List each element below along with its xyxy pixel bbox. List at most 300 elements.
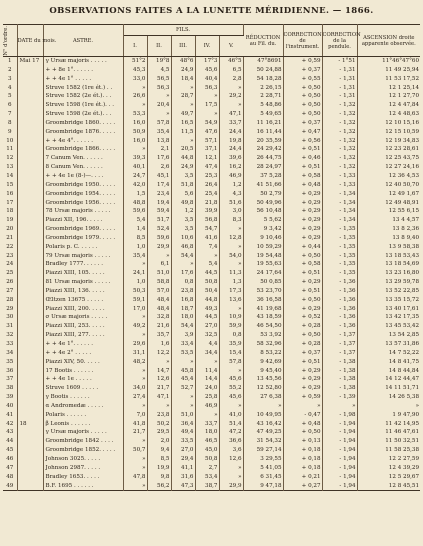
table-row [3,473,420,482]
cell-date [17,145,43,154]
cell-number: 33 [3,340,17,349]
cell-fil-2: 19,9 [147,464,171,473]
cell-date [17,482,43,491]
cell-number: 9 [3,128,17,137]
cell-star: Groombridge 1954. . . . . [43,190,123,199]
cell-ascension: 12 49 1,67 [388,190,420,197]
cell-fil-4: 4,4 [195,340,219,349]
cell-correction-pendule: » [322,402,357,411]
cell-fil-2: 50,2 [147,420,171,429]
cell-fil-3: 41,1 [171,464,195,473]
cell-date [17,172,43,181]
table-header [3,25,420,57]
cell-reduction: 9 45,40 [243,367,283,376]
cell-correction-pendule: - 1,35 [322,260,357,269]
cell-reduction: 13 45,56 [243,375,283,384]
cell-correction-instrument: + 0,28 [283,322,322,331]
cell-reduction: 10 59,29 [243,243,283,252]
cell-fil-3: 10,6 [171,234,195,243]
cell-date [17,84,43,93]
cell-correction-pendule: - 1,34 [322,199,357,208]
cell-number: 41 [3,411,17,420]
cell-reduction: 59 27,14 [243,446,283,455]
cell-date [17,464,43,473]
cell-number: 25 [3,269,17,278]
cell-fil-3: 0,8 [171,278,195,287]
cell-fil-2: 6,1 [147,260,171,269]
cell-number: 20 [3,225,17,234]
cell-fil-2: 23,8 [147,411,171,420]
cell-reduction: 5 48,86 [243,101,283,110]
cell-fil-5: » [219,402,243,411]
cell-number: 22 [3,243,17,252]
header-fils: FILS. [123,25,243,36]
cell-ascension: 12 10 15,16 [385,119,420,126]
table-row [3,75,420,84]
cell-number: 38 [3,384,17,393]
cell-correction-instrument: + 0,51 [283,358,322,367]
cell-fil-2: » [147,252,171,261]
cell-fil-2: 29,5 [147,428,171,437]
cell-fil-4: 45,6 [195,66,219,75]
cell-ascension: 14 8 44,84 [388,367,420,374]
cell-correction-instrument: + 0,48 [283,420,322,429]
cell-number: 40 [3,402,17,411]
cell-reduction: 36 16,58 [243,296,283,305]
cell-ascension: 12 49 48,91 [385,199,420,206]
cell-star: Polaris . . . . . . [43,411,123,420]
cell-fil-3: 46,8 [171,243,195,252]
cell-correction-pendule: - 1,31 [322,84,357,93]
cell-fil-4: 46,5 [195,437,219,446]
cell-ascension: 11 42 14,95 [385,420,420,427]
cell-fil-3: 54,4 [171,322,195,331]
cell-fil-2: 2,1 [147,145,171,154]
cell-ascension: 11 50 32,51 [385,438,420,445]
cell-fil-4: » [195,411,219,420]
table-row [3,260,420,269]
cell-fil-1: 24,1 [123,269,147,278]
cell-reduction: 27 6,38 [243,393,283,402]
cell-fil-5: 13,6 [219,296,243,305]
cell-reduction: 20 35,59 [243,137,283,146]
cell-fil-3: » [171,137,195,146]
cell-fil-4: 21,8 [195,199,219,208]
cell-fil-3: 44,8 [171,154,195,163]
cell-fil-5: » [219,473,243,482]
cell-fil-5: » [219,367,243,376]
cell-ascension: 14 12 44,47 [385,376,420,383]
cell-number: 24 [3,260,17,269]
cell-fil-1: 34,0 [123,384,147,393]
cell-fil-1: 50,3 [123,287,147,296]
cell-star: Polaris p. C. . . . . . [43,243,123,252]
cell-correction-instrument: + 0,52 [283,313,322,322]
cell-date [17,367,43,376]
table-row [3,464,420,473]
table-row [3,172,420,181]
cell-fil-3: 36,4 [171,420,195,429]
cell-fil-5: 47,2 [219,428,243,437]
cell-star: σ Ursæ majoris . . . . . [43,313,123,322]
cell-star: α Andromedæ . . . . . [43,402,123,411]
cell-star: Groombridge 1842 . . . . [43,437,123,446]
cell-fil-2: 56,5 [147,75,171,84]
cell-fil-5: 29,2 [219,92,243,101]
cell-reduction: » [243,402,283,411]
cell-ascension: 12 55 6,15 [388,208,420,215]
cell-fil-5: 36,6 [219,437,243,446]
cell-number: 32 [3,331,17,340]
cell-fil-2: 51,7 [147,216,171,225]
cell-fil-1: 50,9 [123,128,147,137]
cell-date [17,190,43,199]
cell-fil-3: 31,6 [171,473,195,482]
cell-ascension: 12 4 48,63 [388,111,420,118]
table-row [3,313,420,322]
cell-ascension: 11 53 17,52 [385,75,420,82]
cell-ascension: 11°46°47°60 [382,58,420,64]
cell-fil-4: 40,4 [195,75,219,84]
cell-fil-3: 53,5 [171,349,195,358]
cell-correction-pendule: - 1,94 [322,428,357,437]
header-correction-instrument: CORRECTION de l'instrument. [283,25,322,57]
cell-fil-2: 47,1 [147,393,171,402]
cell-star: Groombridge 1876. . . . . [43,128,123,137]
cell-number: 26 [3,278,17,287]
cell-fil-3: 3,5 [171,225,195,234]
table-row [3,358,420,367]
cell-reduction: 28 24,97 [243,163,283,172]
cell-fil-3: 3,5 [171,172,195,181]
cell-number: 13 [3,163,17,172]
cell-star: B.F. 1695 . . . . . . [43,482,123,491]
cell-fil-5: 2,8 [219,75,243,84]
cell-star: Groombridge 1866. . . . . [43,145,123,154]
cell-correction-pendule: - 1,94 [322,437,357,446]
cell-number: 7 [3,110,17,119]
table-row [3,331,420,340]
cell-correction-instrument: » [283,402,322,411]
cell-reduction: 9 42,69 [243,358,283,367]
cell-ascension: 12 1 25,14 [388,84,420,91]
cell-correction-pendule: - 1,31 [322,75,357,84]
cell-correction-instrument: + 0,50 [283,84,322,93]
cell-fil-3: 24,9 [171,163,195,172]
cell-correction-instrument: + 0,29 [283,216,322,225]
cell-ascension: 11 46 47,61 [385,429,420,436]
cell-star: + + 4e 2° . . . . . [43,349,123,358]
cell-fil-1: 51°2 [123,57,147,66]
cell-fil-1: 35,4 [123,252,147,261]
cell-fil-5: » [219,464,243,473]
cell-fil-4: 34,4 [195,349,219,358]
cell-fil-1: 40,1 [123,163,147,172]
cell-date [17,358,43,367]
cell-ascension: 13 54 2,85 [388,332,420,339]
cell-fil-5: 57,8 [219,358,243,367]
cell-fil-5: 8,3 [219,216,243,225]
cell-fil-2: 32,8 [147,313,171,322]
cell-fil-3: 18,4 [171,75,195,84]
cell-fil-3: 29,4 [171,455,195,464]
cell-date [17,375,43,384]
cell-ascension: 12 5 29,67 [388,473,420,480]
cell-correction-instrument: + 0,18 [283,464,322,473]
cell-correction-pendule: - 1,37 [322,340,357,349]
cell-reduction: 58 32,96 [243,340,283,349]
cell-number: 16 [3,190,17,199]
cell-ascension: 14 8 41,75 [388,358,420,365]
cell-correction-instrument: + 0,50 [283,331,322,340]
cell-correction-pendule: - 1,94 [322,464,357,473]
cell-correction-instrument: + 0,50 [283,252,322,261]
cell-number: 8 [3,119,17,128]
cell-date: Mai 17 [17,57,43,66]
cell-correction-instrument: + 0,46 [283,154,322,163]
cell-fil-2: 51,0 [147,269,171,278]
cell-fil-3: 5,6 [171,190,195,199]
table-row [3,101,420,110]
cell-number: 3 [3,75,17,84]
cell-fil-4: » [195,358,219,367]
cell-fil-2: 29,9 [147,243,171,252]
cell-fil-1: 49,2 [123,322,147,331]
cell-fil-5: 45,6 [219,375,243,384]
cell-fil-5: » [219,260,243,269]
cell-star: 81 Ursæ majoris . . . . . [43,278,123,287]
cell-fil-5: 35,9 [219,340,243,349]
table-row [3,393,420,402]
cell-fil-4: 56,3 [195,84,219,93]
cell-fil-2: 59,4 [147,207,171,216]
cell-correction-instrument: + 0,50 [283,428,322,437]
table-row [3,305,420,314]
cell-ascension: 12 19 34,83 [385,137,420,144]
cell-ascension: 12 40 50,70 [385,181,420,188]
cell-fil-4: 53,4 [195,473,219,482]
cell-date [17,199,43,208]
cell-fil-5: 39,6 [219,154,243,163]
cell-fil-5: 12,8 [219,234,243,243]
table-row [3,110,420,119]
cell-date [17,455,43,464]
cell-reduction: 46 54,50 [243,322,283,331]
table-row [3,243,420,252]
cell-number: 17 [3,199,17,208]
cell-fil-1: 1,5 [123,190,147,199]
cell-fil-5: 19,8 [219,137,243,146]
cell-fil-3: 18,7 [171,305,195,314]
table-row [3,145,420,154]
cell-ascension: 13 45 53,42 [385,323,420,330]
cell-star: 17 Bootis . . . . . . [43,367,123,376]
table-row [3,384,420,393]
cell-fil-1: 8,5 [123,234,147,243]
cell-fil-4: 44,5 [195,313,219,322]
cell-fil-1: » [123,313,147,322]
cell-fil-1: 48,2 [123,358,147,367]
cell-fil-3: 49,8 [171,199,195,208]
table-row [3,84,420,93]
cell-fil-5: 47,1 [219,110,243,119]
cell-fil-3: 1,2 [171,207,195,216]
cell-fil-5: 15,4 [219,349,243,358]
cell-ascension: 12 4 47,84 [388,102,420,109]
cell-number: 46 [3,455,17,464]
cell-reduction: 9 10,46 [243,234,283,243]
cell-correction-pendule: - 1,32 [322,163,357,172]
cell-fil-4: 47,4 [195,163,219,172]
cell-fil-5: 46,9 [219,172,243,181]
cell-star: Bradley 1653. . . . . [43,473,123,482]
cell-reduction: 54 18,28 [243,75,283,84]
cell-correction-pendule: - 1,34 [322,207,357,216]
cell-fil-1: 33,0 [123,75,147,84]
table-row [3,296,420,305]
cell-fil-4: 49,3 [195,305,219,314]
cell-correction-instrument: + 0,29 [283,234,322,243]
cell-date [17,305,43,314]
cell-fil-1: 5,4 [123,216,147,225]
cell-star: Groombridge 1969. . . . . [43,225,123,234]
cell-correction-pendule: - 1,38 [322,384,357,393]
cell-star: Struve 1582 (1re ét.) . . [43,84,123,93]
cell-number: 15 [3,181,17,190]
cell-fil-2: » [147,402,171,411]
cell-fil-4: 25,8 [195,393,219,402]
cell-fil-3: » [171,101,195,110]
cell-star: + + 8e 1°. . . . . . [43,66,123,75]
cell-fil-4: 39,9 [195,207,219,216]
header-date: DATE du mois. [17,25,43,57]
table-row [3,411,420,420]
cell-star: + + 4e 1e . . . . . [43,375,123,384]
cell-fil-2: 19°8 [147,57,171,66]
header-fil-4: IV. [195,36,219,57]
cell-date [17,66,43,75]
cell-fil-4: 7,4 [195,243,219,252]
cell-fil-5: 1,3 [219,278,243,287]
cell-fil-3: 45,4 [171,375,195,384]
cell-star: Groombridge 1852. . . . . [43,446,123,455]
cell-correction-pendule: - 1,32 [322,137,357,146]
cell-date [17,278,43,287]
cell-reduction: 56 10,48 [243,207,283,216]
cell-fil-2: » [147,110,171,119]
cell-correction-pendule: - 1,32 [322,128,357,137]
cell-star: + + 4e 1e (8-)—. . . . [43,172,123,181]
cell-fil-3: 33,5 [171,437,195,446]
cell-fil-4: 46,9 [195,402,219,411]
cell-correction-pendule: - 1,32 [322,145,357,154]
cell-fil-3: 28,7 [171,92,195,101]
cell-fil-2: 2,0 [147,437,171,446]
cell-fil-3: 51,8 [171,181,195,190]
cell-fil-3: » [171,393,195,402]
table-row [3,181,420,190]
cell-ascension: 11 58 25,38 [385,447,420,454]
cell-fil-1: 39,3 [123,154,147,163]
cell-fil-3: 49,7 [171,110,195,119]
cell-number: 19 [3,216,17,225]
cell-correction-pendule: - 1,31 [322,92,357,101]
table-row [3,66,420,75]
cell-date [17,154,43,163]
cell-fil-5: 51,6 [219,199,243,208]
cell-number: 42 [3,420,17,429]
cell-ascension: 13 23 16,80 [385,270,420,277]
cell-star: + + 4e 4°. . . . . . [43,137,123,146]
cell-date [17,313,43,322]
table-row [3,154,420,163]
cell-fil-5: 3,0 [219,207,243,216]
cell-fil-4: 24,0 [195,384,219,393]
cell-date: 18 [17,420,43,429]
cell-fil-2: 17,4 [147,181,171,190]
cell-fil-1: » [123,402,147,411]
cell-reduction: 19 55,63 [243,260,283,269]
cell-fil-4: » [195,92,219,101]
cell-correction-pendule: - 1,35 [322,269,357,278]
table-row [3,367,420,376]
cell-fil-1: » [123,84,147,93]
cell-fil-2: » [147,358,171,367]
cell-correction-instrument: + 0,50 [283,92,322,101]
cell-star: + + 4e 1°. . . . . . [43,340,123,349]
table-row [3,234,420,243]
cell-number: 34 [3,349,17,358]
cell-reduction: 41 19,68 [243,305,283,314]
cell-correction-instrument: + 0,56 [283,137,322,146]
cell-fil-1: 45,3 [123,66,147,75]
cell-correction-instrument: + 0,18 [283,455,322,464]
cell-fil-3: 3,5 [171,216,195,225]
cell-star: Piazzi XIII, 200. . . . . [43,305,123,314]
cell-fil-4: 27,0 [195,322,219,331]
cell-fil-1: 42,0 [123,181,147,190]
table-row [3,252,420,261]
cell-ascension: 1 9 47,90 [392,411,420,418]
cell-number: 31 [3,322,17,331]
cell-correction-instrument: + 0,50 [283,296,322,305]
cell-correction-pendule: - 1,33 [322,181,357,190]
cell-fil-4: 41,6 [195,234,219,243]
cell-star: Piazzi XIII, 253. . . . . [43,322,123,331]
cell-correction-instrument: + 0,51 [283,145,322,154]
cell-reduction: 41 51,66 [243,181,283,190]
cell-correction-instrument: + 0,29 [283,305,322,314]
cell-fil-1: 24,7 [123,172,147,181]
cell-star: Groombridge 1950. . . . . [43,181,123,190]
table-row [3,349,420,358]
cell-fil-1: » [123,101,147,110]
cell-number: 35 [3,358,17,367]
cell-fil-2: 4,5 [147,66,171,75]
cell-reduction: 10 49,95 [243,411,283,420]
cell-correction-pendule: - 1,39 [322,393,357,402]
cell-fil-2: » [147,92,171,101]
cell-fil-4: 17,5 [195,101,219,110]
cell-fil-2: 52,4 [147,225,171,234]
cell-fil-4: 44,8 [195,296,219,305]
cell-correction-pendule: - 1,38 [322,375,357,384]
cell-fil-3: 51,0 [171,411,195,420]
cell-fil-4: 57,1 [195,137,219,146]
cell-fil-3: » [171,402,195,411]
cell-correction-instrument: + 0,29 [283,384,322,393]
cell-reduction: 24 17,64 [243,269,283,278]
